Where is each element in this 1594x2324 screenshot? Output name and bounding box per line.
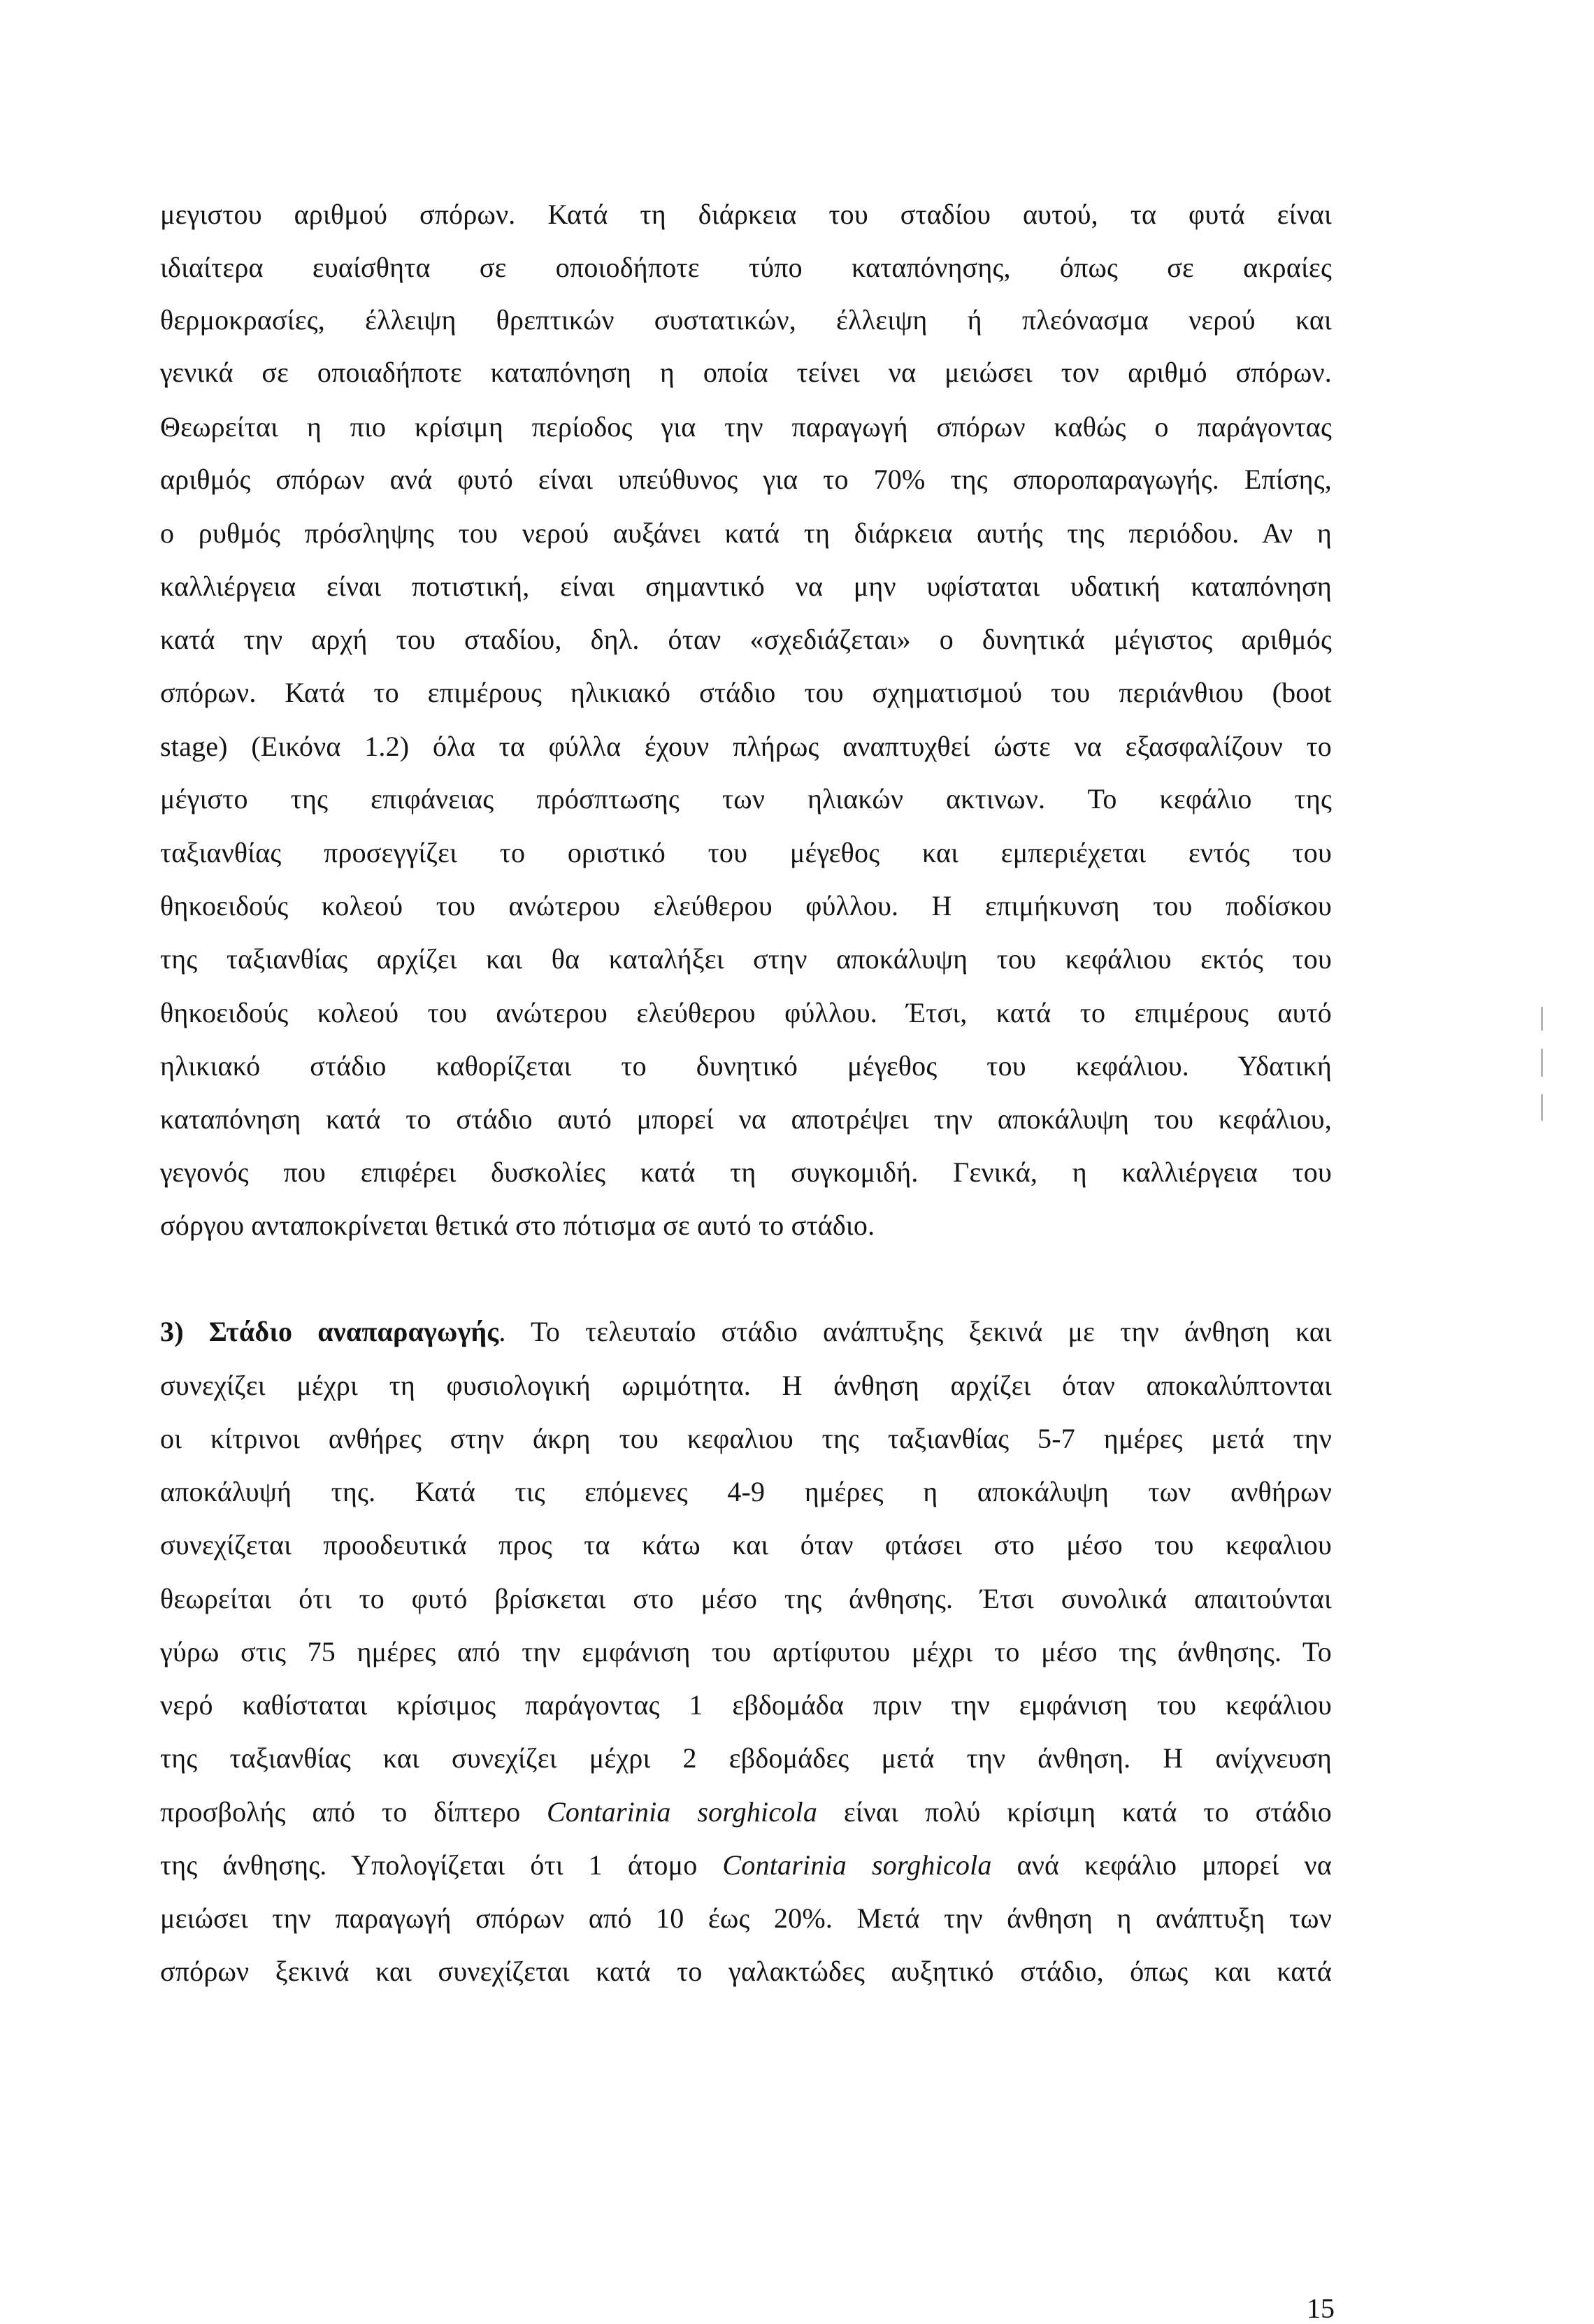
paragraph-2-line-1 bbox=[160, 1314, 1332, 1351]
paragraph-1-line-11: stage) (Εικόνα 1.2) όλα τα φύλλα έχουν πλήρως αναπτυχθεί ώστε να εξασφαλίζουν το bbox=[160, 731, 1332, 762]
paragraph-1-line-20: σόργου ανταποκρίνεται θετικά στο πότισμα σε αυτό το στάδιο. bbox=[160, 1210, 875, 1241]
scan-artifact-mark bbox=[1541, 1094, 1543, 1121]
paragraph-2-line-7: γύρω στις 75 ημέρες από την εμφάνιση του αρτίφυτου μέχρι το μέσο της άνθησης. Το bbox=[160, 1636, 1332, 1667]
paragraph-1-line-1: μεγιστου αριθμού σπόρων. Κατά τη διάρκεια του σταδίου αυτού, τα φυτά είναι bbox=[160, 199, 1332, 230]
paragraph-2-line-10-post: είναι πολύ κρίσιμη κατά το στάδιο bbox=[817, 1796, 1332, 1828]
paragraph-1-line-5: Θεωρείται η πιο κρίσιμη περίοδος για την παραγωγή σπόρων καθώς ο παράγοντας bbox=[160, 411, 1332, 443]
paragraph-2-line-11-post: ανά κεφάλιο μπορεί να bbox=[991, 1849, 1332, 1881]
paragraph-2-line-9: της ταξιανθίας και συνεχίζει μέχρι 2 εβδομάδες μετά την άνθηση. Η ανίχνευση bbox=[160, 1742, 1332, 1774]
paragraph-1-line-4: γενικά σε οποιαδήποτε καταπόνηση η οποία τείνει να μειώσει τον αριθμό σπόρων. bbox=[160, 357, 1332, 388]
paragraph-1-line-7: ο ρυθμός πρόσληψης του νερού αυξάνει κατά τη διάρκεια αυτής της περιόδου. Αν η bbox=[160, 517, 1332, 549]
paragraph-2-line-11 bbox=[160, 1848, 1332, 1884]
paragraph-2-line-10 bbox=[160, 1795, 1332, 1831]
paragraph-1-line-10: σπόρων. Κατά το επιμέρους ηλικιακό στάδιο του σχηματισμού του περιάνθιου (boot bbox=[160, 677, 1332, 708]
paragraph-1-line-2: ιδιαίτερα ευαίσθητα σε οποιοδήποτε τύπο καταπόνησης, όπως σε ακραίες bbox=[160, 252, 1332, 283]
paragraph-2-line-13: σπόρων ξεκινά και συνεχίζεται κατά το γαλακτώδες αυξητικό στάδιο, όπως και κατά bbox=[160, 1956, 1332, 1987]
paragraph-1-line-13: ταξιανθίας προσεγγίζει το οριστικό του μέγεθος και εμπεριέχεται εντός του bbox=[160, 837, 1332, 868]
section-3-heading: 3) Στάδιο αναπαραγωγής bbox=[160, 1316, 499, 1347]
paragraph-1-line-19: γεγονός που επιφέρει δυσκολίες κατά τη συγκομιδή. Γενικά, η καλλιέργεια του bbox=[160, 1156, 1332, 1188]
paragraph-1-line-12: μέγιστο της επιφάνειας πρόσπτωσης των ηλιακών ακτινων. Το κεφάλιο της bbox=[160, 783, 1332, 815]
paragraph-1-line-18: καταπόνηση κατά το στάδιο αυτό μπορεί να αποτρέψει την αποκάλυψη του κεφάλιου, bbox=[160, 1103, 1332, 1135]
paragraph-2-line-2: συνεχίζει μέχρι τη φυσιολογική ωριμότητα. Η άνθηση αρχίζει όταν αποκαλύπτονται bbox=[160, 1370, 1332, 1401]
paragraph-1-line-15: της ταξιανθίας αρχίζει και θα καταλήξει στην αποκάλυψη του κεφάλιου εκτός του bbox=[160, 943, 1332, 975]
paragraph-2-line-3: οι κίτρινοι ανθήρες στην άκρη του κεφαλιου της ταξιανθίας 5-7 ημέρες μετά την bbox=[160, 1423, 1332, 1454]
paragraph-1-line-14: θηκοειδούς κολεού του ανώτερου ελεύθερου φύλλου. Η επιμήκυνση του ποδίσκου bbox=[160, 890, 1332, 921]
paragraph-2-line-1-text: . Το τελευταίο στάδιο ανάπτυξης ξεκινά με την άνθηση και bbox=[498, 1316, 1332, 1347]
scan-artifact-mark bbox=[1541, 1049, 1543, 1077]
paragraph-2-line-6: θεωρείται ότι το φυτό βρίσκεται στο μέσο της άνθησης. Έτσι συνολικά απαιτούνται bbox=[160, 1583, 1332, 1614]
paragraph-1-line-16: θηκοειδούς κολεού του ανώτερου ελεύθερου φύλλου. Έτσι, κατά το επιμέρους αυτό bbox=[160, 997, 1332, 1028]
species-name: Contarinia sorghicola bbox=[722, 1849, 992, 1881]
paragraph-1-line-9: κατά την αρχή του σταδίου, δηλ. όταν «σχεδιάζεται» ο δυνητικά μέγιστος αριθμός bbox=[160, 624, 1332, 655]
paragraph-2-line-5: συνεχίζεται προοδευτικά προς τα κάτω και όταν φτάσει στο μέσο του κεφαλιου bbox=[160, 1529, 1332, 1561]
paragraph-1-line-8: καλλιέργεια είναι ποτιστική, είναι σημαντικό να μην υφίσταται υδατική καταπόνηση bbox=[160, 571, 1332, 602]
paragraph-2-line-11-pre: της άνθησης. Υπολογίζεται ότι 1 άτομο bbox=[160, 1849, 723, 1881]
paragraph-2-line-12: μειώσει την παραγωγή σπόρων από 10 έως 20%. Μετά την άνθηση η ανάπτυξη των bbox=[160, 1902, 1332, 1934]
scan-artifact-mark bbox=[1541, 1007, 1543, 1031]
paragraph-2-line-4: αποκάλυψή της. Κατά τις επόμενες 4-9 ημέρες η αποκάλυψη των ανθήρων bbox=[160, 1476, 1332, 1507]
paragraph-1-line-3: θερμοκρασίες, έλλειψη θρεπτικών συστατικών, έλλειψη ή πλεόνασμα νερού και bbox=[160, 304, 1332, 336]
paragraph-2-line-8: νερό καθίσταται κρίσιμος παράγοντας 1 εβδομάδα πριν την εμφάνιση του κεφάλιου bbox=[160, 1689, 1332, 1721]
page-number: 15 bbox=[1307, 2293, 1335, 2324]
paragraph-1-line-17: ηλικιακό στάδιο καθορίζεται το δυνητικό μέγεθος του κεφάλιου. Υδατική bbox=[160, 1050, 1332, 1082]
species-name: Contarinia sorghicola bbox=[547, 1796, 818, 1828]
paragraph-2-line-10-pre: προσβολής από το δίπτερο bbox=[160, 1796, 547, 1828]
paragraph-1-line-6: αριθμός σπόρων ανά φυτό είναι υπεύθυνος για το 70% της σποροπαραγωγής. Επίσης, bbox=[160, 464, 1332, 495]
